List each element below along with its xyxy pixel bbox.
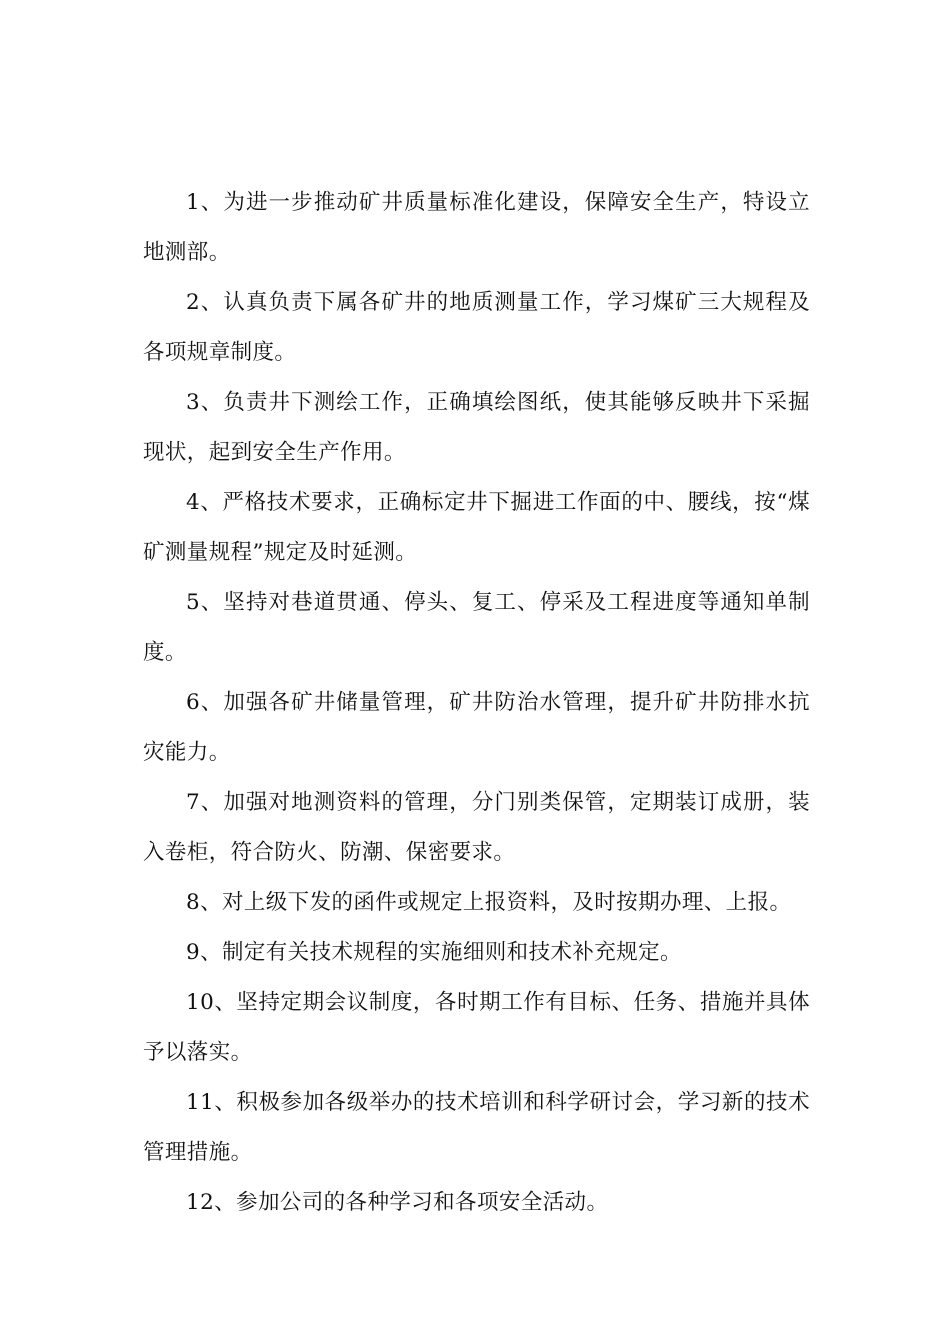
- paragraph-4: 4、严格技术要求，正确标定井下掘进工作面的中、腰线，按“煤矿测量规程”规定及时延测。: [143, 490, 810, 565]
- paragraph-12: 12、参加公司的各种学习和各项安全活动。: [186, 1190, 609, 1215]
- paragraph-8: 8、对上级下发的函件或规定上报资料，及时按期办理、上报。: [186, 890, 792, 915]
- paragraph-11: 11、积极参加各级举办的技术培训和科学研讨会，学习新的技术管理措施。: [143, 1090, 810, 1165]
- paragraph-5: 5、坚持对巷道贯通、停头、复工、停采及工程进度等通知单制度。: [143, 590, 810, 665]
- document-body: [143, 178, 810, 1228]
- paragraph-7: 7、加强对地测资料的管理，分门别类保管，定期装订成册，装入卷柜，符合防火、防潮、保密要求。: [143, 790, 810, 865]
- paragraph-2: 2、认真负责下属各矿井的地质测量工作，学习煤矿三大规程及各项规章制度。: [143, 290, 810, 365]
- paragraph-9: 9、制定有关技术规程的实施细则和技术补充规定。: [186, 940, 682, 965]
- paragraph-10: 10、坚持定期会议制度，各时期工作有目标、任务、措施并具体予以落实。: [143, 990, 810, 1065]
- paragraph-3: 3、负责井下测绘工作，正确填绘图纸，使其能够反映井下采掘现状，起到安全生产作用。: [143, 390, 810, 465]
- paragraph-1: 1、为进一步推动矿井质量标准化建设，保障安全生产，特设立地测部。: [143, 190, 810, 265]
- paragraph-6: 6、加强各矿井储量管理，矿井防治水管理，提升矿井防排水抗灾能力。: [143, 690, 810, 765]
